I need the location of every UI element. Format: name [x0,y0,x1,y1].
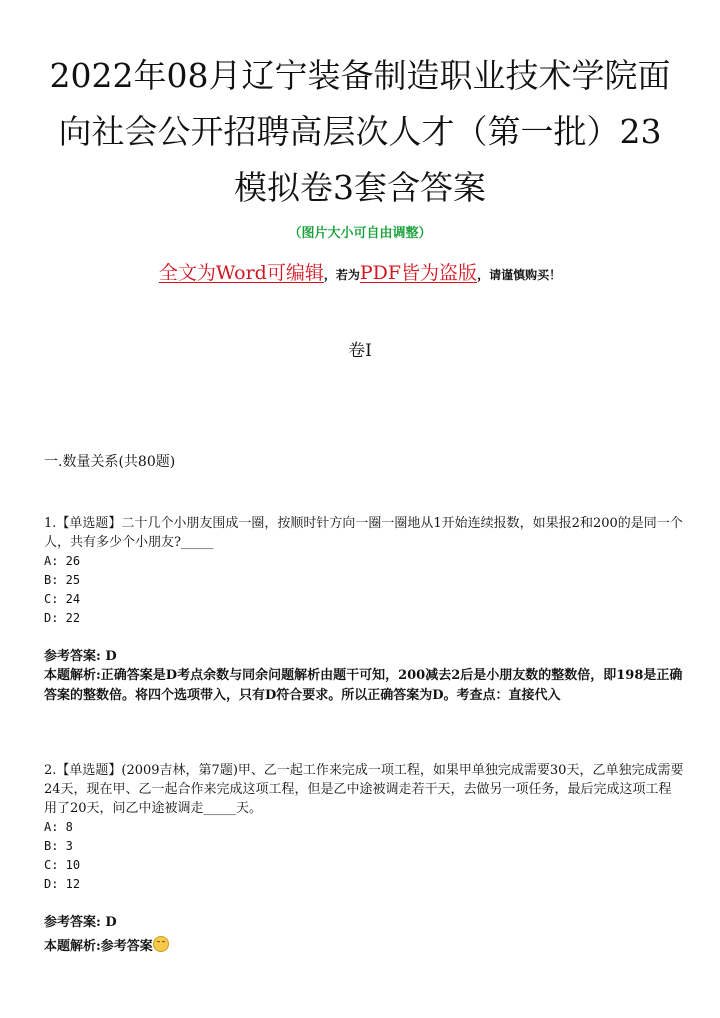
question-1 [44,514,684,706]
question-2 [44,761,684,957]
explanation-text: 本题解析:参考答案 [44,939,153,954]
option-a: A: 26 [44,554,81,568]
editable-notice: 全文为Word可编辑 [158,262,324,284]
option-c: C: 24 [44,592,81,606]
option-d: D: 22 [44,611,81,625]
document-title [30,48,690,216]
option-b: B: 3 [44,839,73,853]
question-stem: 1.【单选题】二十几个小朋友围成一圈，按顺时针方向一圈一圈地从1开始连续报数，如果报2和200的是同一个人，共有多少个小朋友?_____ [44,516,683,550]
smiley-icon [153,936,169,952]
title-line-1: 2022年08月辽宁装备制造职业技术学院面 [49,56,671,95]
image-size-note: （图片大小可自由调整） [288,226,432,241]
section-title: 一.数量关系(共80题) [44,454,176,470]
reference-answer: 参考答案: D [44,649,117,664]
option-a: A: 8 [44,820,73,834]
option-b: B: 25 [44,573,81,587]
reference-answer: 参考答案: D [44,915,117,930]
notice-end: ，请谨慎购买！ [477,268,562,282]
notice-middle: ，若为 [323,268,360,282]
volume-label: 卷I [348,341,372,361]
question-stem: 2.【单选题】(2009吉林，第7题)甲、乙一起工作来完成一项工程，如果甲单独完成需要30天，乙单独完成需要24天，现在甲、乙一起合作来完成这项工程，但是乙中途被调走若干天，去做另一项任务，最后完成这项工程用了20天，问乙中途被调走_____天。 [44,763,684,816]
copyright-notice [0,258,720,285]
pirate-notice: PDF皆为盗版 [359,262,478,284]
explanation: 本题解析:正确答案是D考点余数与同余问题解析由题干可知，200减去2后是小朋友数的整数倍，即198是正确答案的整数倍。将四个选项带入，只有D符合要求。所以正确答案为D。考查点：直接代入 [44,668,683,703]
option-d: D: 12 [44,877,81,891]
option-c: C: 10 [44,858,81,872]
title-line-3: 模拟卷3套含答案 [234,168,486,207]
title-line-2: 向社会公开招聘高层次人才（第一批）23 [58,112,662,151]
explanation [44,936,684,957]
